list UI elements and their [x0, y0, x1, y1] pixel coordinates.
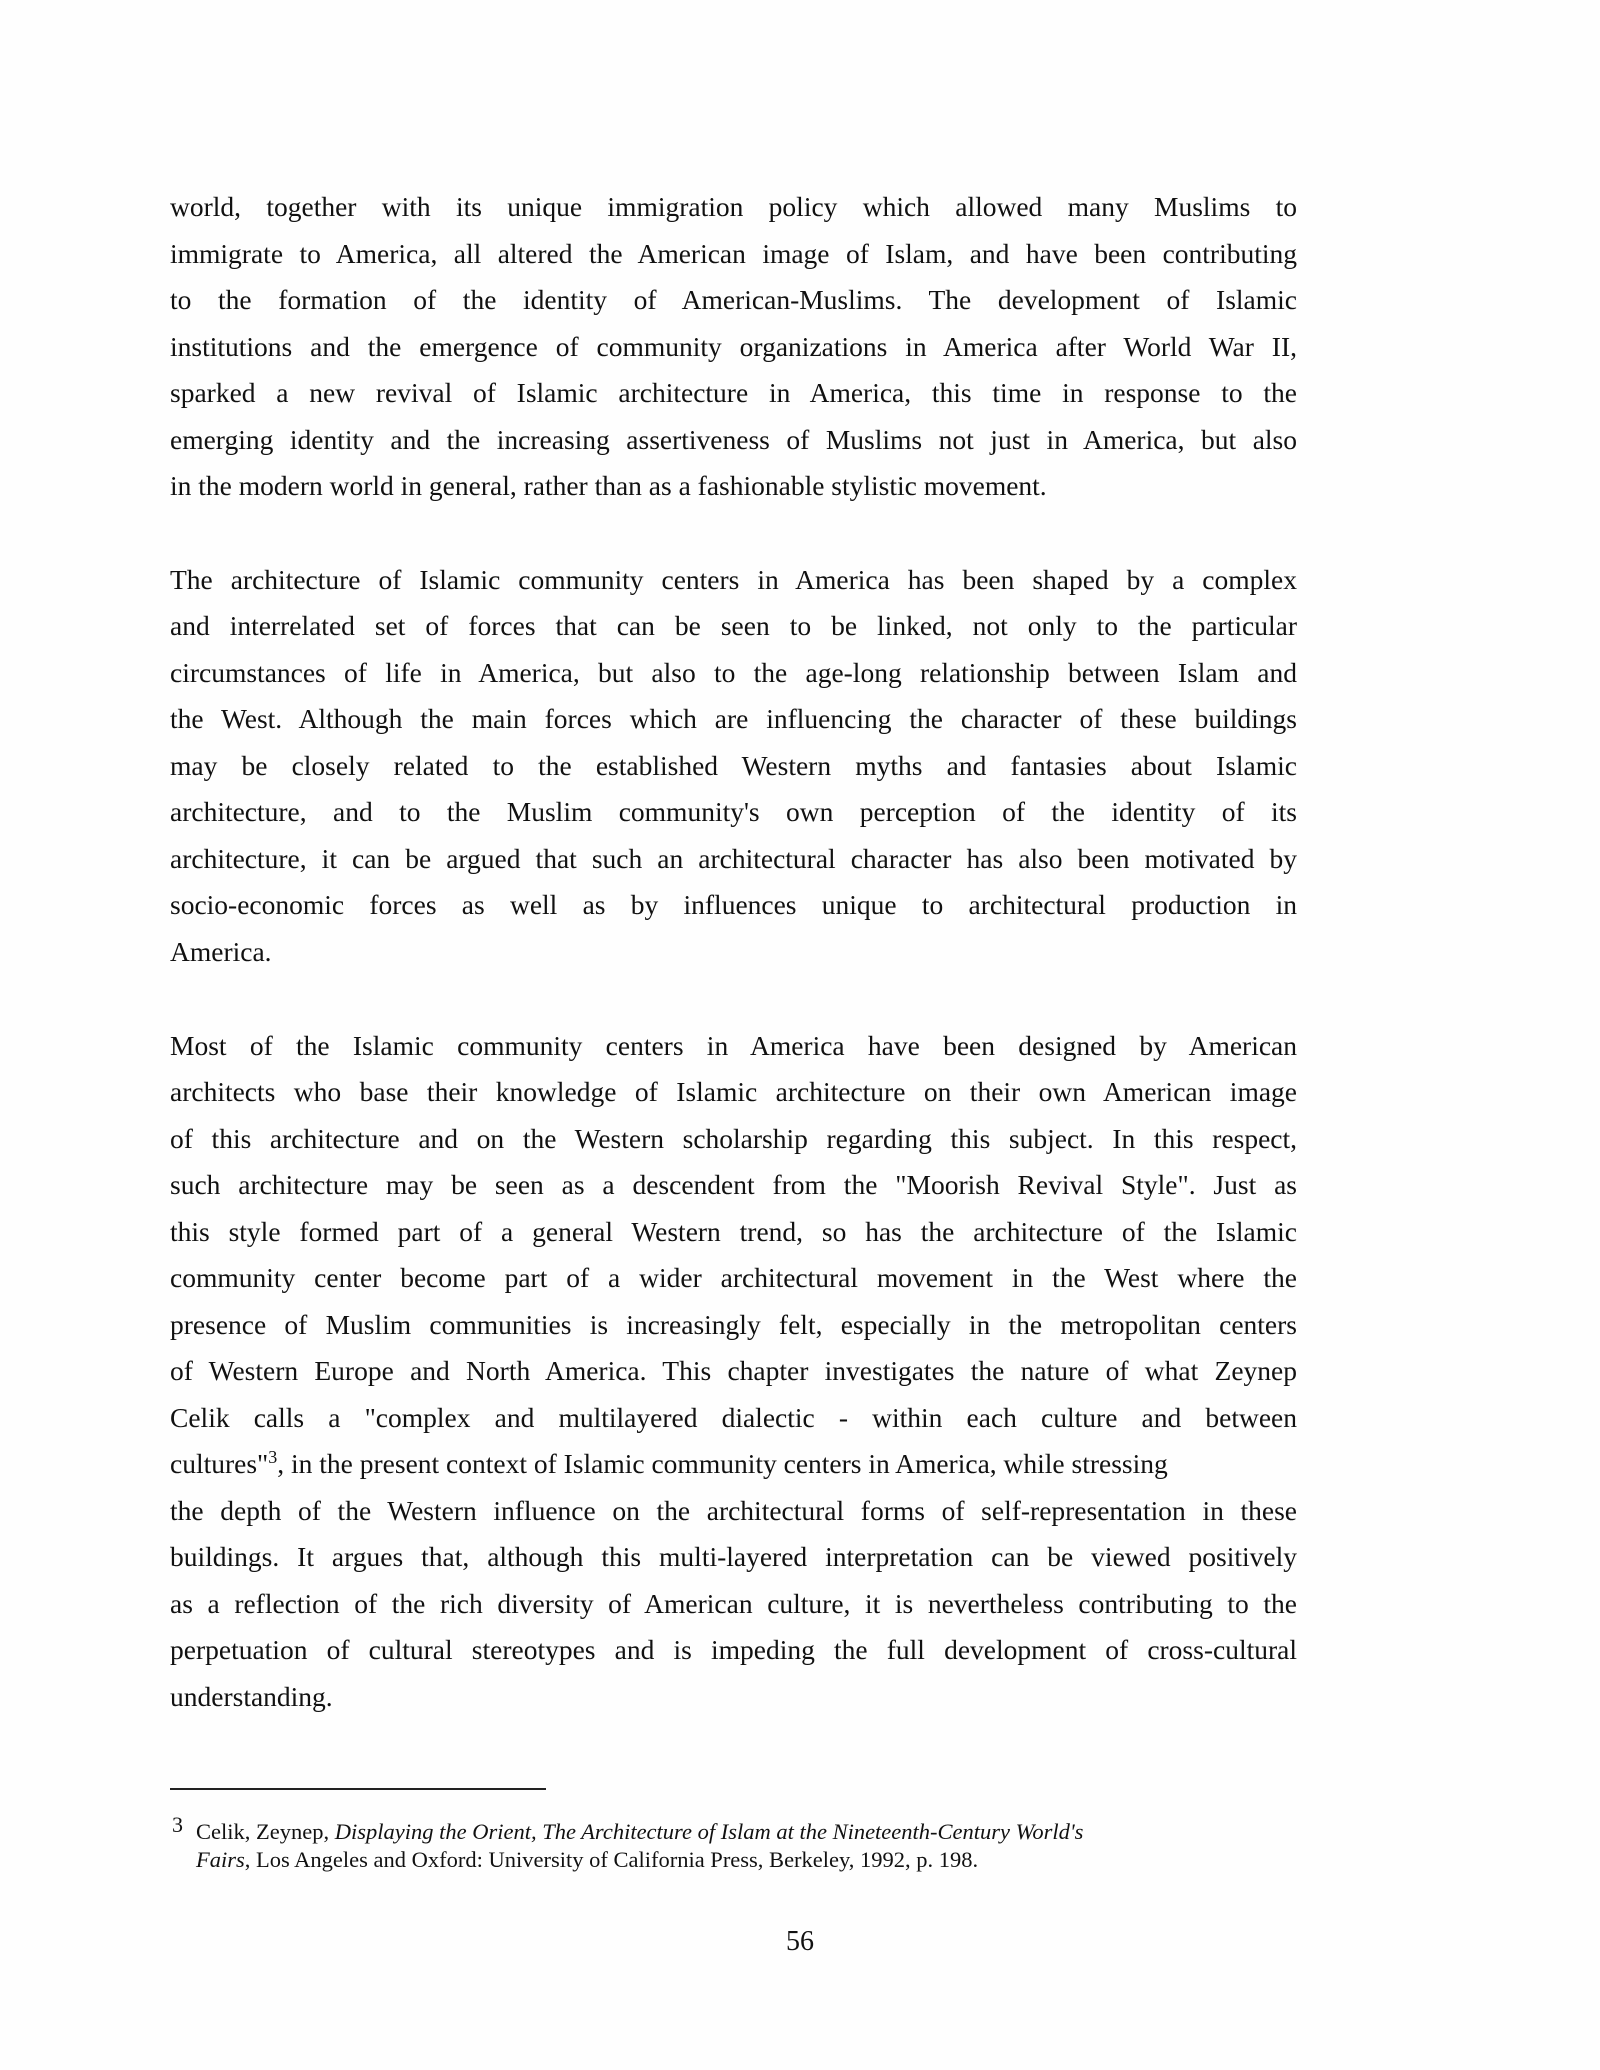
text-line: to the formation of the identity of American-Muslims. The development of Islamic — [170, 284, 1297, 315]
footnote-reference[interactable]: 3 — [268, 1447, 278, 1467]
text-line: perpetuation of cultural stereotypes and is impeding the full development of cross-cultural — [170, 1634, 1297, 1665]
text-line: Most of the Islamic community centers in America have been designed by American — [170, 1030, 1297, 1061]
text-line: community center become part of a wider architectural movement in the West where the — [170, 1262, 1297, 1293]
text-line: architecture, it can be argued that such an architectural character has also been motivated by — [170, 843, 1297, 874]
footnote-line-1 — [196, 1818, 1083, 1846]
text-line: America. — [170, 936, 272, 967]
text-line: the depth of the Western influence on the architectural forms of self-representation in these — [170, 1495, 1297, 1526]
text-fragment: cultures" — [170, 1448, 269, 1479]
text-fragment: , in the present context of Islamic community centers in America, while stressing — [277, 1448, 1168, 1479]
text-line: world, together with its unique immigration policy which allowed many Muslims to — [170, 191, 1297, 222]
text-line: Celik calls a "complex and multilayered dialectic - within each culture and between — [170, 1402, 1297, 1433]
footnote-line-2 — [196, 1846, 978, 1874]
text-line: architects who base their knowledge of Islamic architecture on their own American image — [170, 1076, 1297, 1107]
page-number: 56 — [786, 1926, 814, 1957]
text-line: and interrelated set of forces that can be seen to be linked, not only to the particular — [170, 610, 1297, 641]
text-line: The architecture of Islamic community centers in America has been shaped by a complex — [170, 564, 1297, 595]
text-line: may be closely related to the established Western myths and fantasies about Islamic — [170, 750, 1297, 781]
text-line: such architecture may be seen as a descendent from the "Moorish Revival Style". Just as — [170, 1169, 1297, 1200]
footnote-publication: , Los Angeles and Oxford: University of California Press, Berkeley, 1992, p. 198. — [244, 1847, 979, 1872]
text-line: understanding. — [170, 1681, 333, 1712]
footnote-title: Displaying the Orient, The Architecture of Islam at the Nineteenth-Century World's — [334, 1819, 1084, 1844]
footnote-title-cont: Fairs — [196, 1847, 245, 1872]
footnote-author: Celik, Zeynep, — [196, 1819, 335, 1844]
text-line: socio-economic forces as well as by influences unique to architectural production in — [170, 889, 1297, 920]
text-line: as a reflection of the rich diversity of American culture, it is nevertheless contributing to the — [170, 1588, 1297, 1619]
text-line: emerging identity and the increasing assertiveness of Muslims not just in America, but also — [170, 424, 1297, 455]
text-line: in the modern world in general, rather than as a fashionable stylistic movement. — [170, 470, 1047, 501]
text-line-with-footnote — [170, 1447, 1297, 1481]
text-line: presence of Muslim communities is increasingly felt, especially in the metropolitan centers — [170, 1309, 1297, 1340]
text-line: institutions and the emergence of community organizations in America after World War II, — [170, 331, 1297, 362]
text-line: of Western Europe and North America. This chapter investigates the nature of what Zeynep — [170, 1355, 1297, 1386]
text-line: architecture, and to the Muslim community's own perception of the identity of its — [170, 796, 1297, 827]
text-line: buildings. It argues that, although this multi-layered interpretation can be viewed positively — [170, 1541, 1297, 1572]
footnote-divider — [170, 1788, 546, 1790]
footnote-number: 3 — [172, 1812, 183, 1837]
text-line: of this architecture and on the Western scholarship regarding this subject. In this respect, — [170, 1123, 1297, 1154]
text-line: sparked a new revival of Islamic architecture in America, this time in response to the — [170, 377, 1297, 408]
text-line: circumstances of life in America, but also to the age-long relationship between Islam and — [170, 657, 1297, 688]
text-line: this style formed part of a general Western trend, so has the architecture of the Islamic — [170, 1216, 1297, 1247]
text-line: immigrate to America, all altered the American image of Islam, and have been contributing — [170, 238, 1297, 269]
text-line: the West. Although the main forces which are influencing the character of these buildings — [170, 703, 1297, 734]
